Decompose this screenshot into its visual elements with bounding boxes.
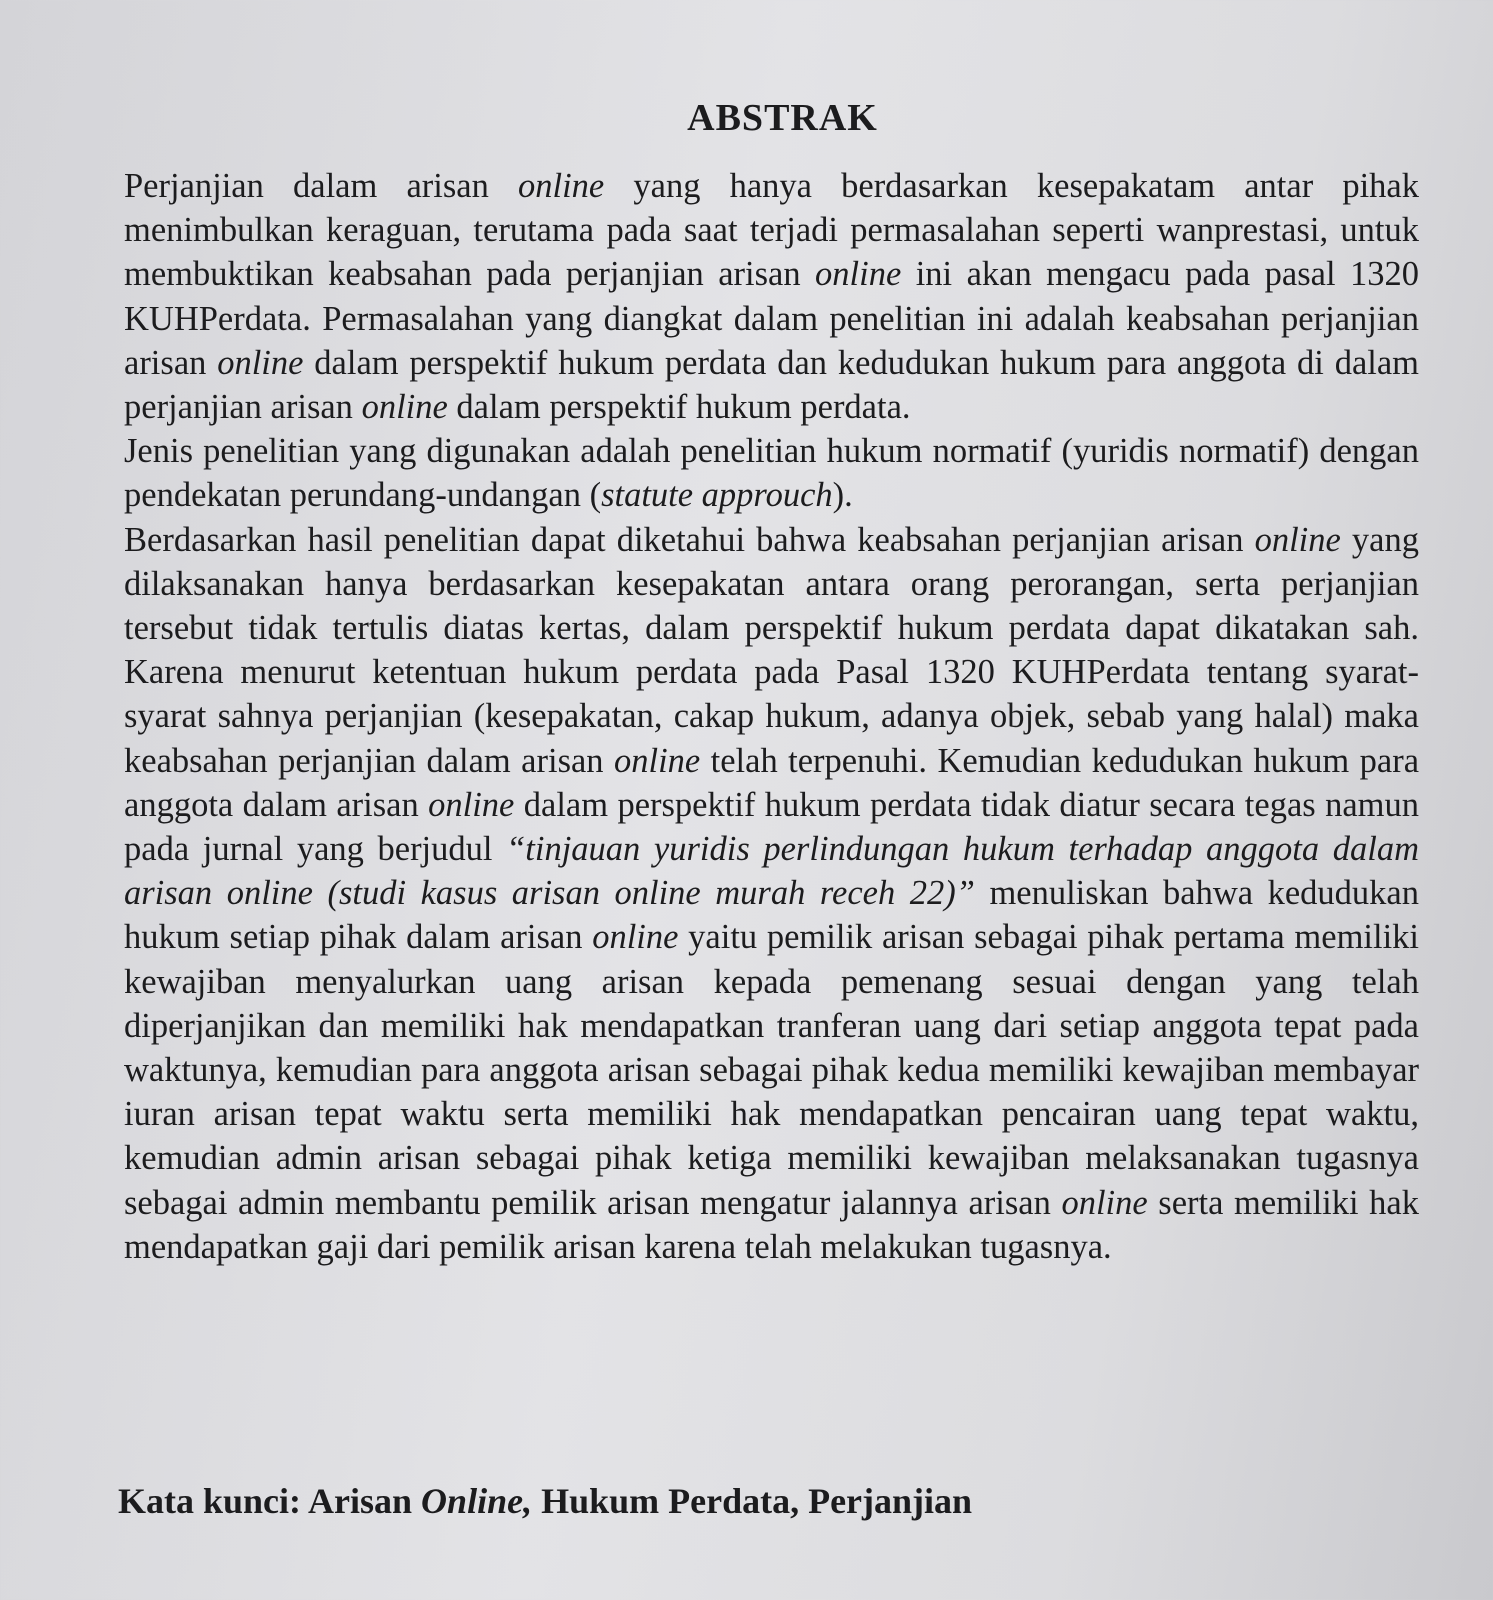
text-run: Jenis penelitian yang digunakan adalah penelitian hukum normatif (yuridis normatif) dengan pendekatan perundang-undangan (	[124, 432, 1419, 515]
text-run: Perjanjian dalam arisan	[124, 167, 518, 205]
italic-run: online	[815, 255, 902, 294]
italic-run: online	[518, 167, 605, 205]
italic-run: online	[592, 918, 679, 957]
italic-run: online	[1254, 520, 1341, 559]
paragraph-2	[124, 429, 1419, 517]
text-run: yaitu pemilik arisan sebagai pihak pertama memiliki kewajiban menyalurkan uang arisan kepada pemenang sesuai dengan yang telah diperjanjikan dan memiliki hak mendapatkan tranferan uang dari setiap anggota tepat pada waktunya, kemudian para anggota arisan sebagai pihak kedua memiliki kewajiban membayar iuran arisan tepat waktu serta memiliki hak mendapatkan pencairan uang tepat waktu, kemudian admin arisan sebagai pihak ketiga memiliki kewajiban melaksanakan tugasnya sebagai admin membantu pemilik arisan mengatur jalannya arisan	[124, 918, 1419, 1222]
text-run: Berdasarkan hasil penelitian dapat diketahui bahwa keabsahan perjanjian arisan	[124, 520, 1255, 559]
italic-run: online	[361, 388, 448, 427]
text-run: dalam perspektif hukum perdata tidak diatur secara tegas namun pada jurnal yang berjudul	[124, 785, 1419, 869]
keywords-label: Kata kunci: Arisan	[118, 1481, 422, 1521]
italic-run: statute approuch	[601, 476, 833, 515]
italic-run: online	[217, 343, 304, 382]
text-run: serta memiliki hak mendapatkan gaji dari pemilik arisan karena telah melakukan tugasnya.	[124, 1183, 1419, 1266]
text-run: ).	[832, 476, 853, 515]
text-run: dalam perspektif hukum perdata.	[447, 388, 911, 427]
abstract-title: ABSTRAK	[687, 97, 878, 139]
keywords-line	[118, 1480, 972, 1522]
text-run: yang hanya berdasarkan kesepakatam antar pihak menimbulkan keraguan, terutama pada saat terjadi permasalahan seperti wanprestasi, untuk membuktikan keabsahan pada perjanjian arisan	[124, 167, 1419, 294]
text-run: telah terpenuhi. Kemudian kedudukan hukum para anggota dalam arisan	[124, 741, 1420, 824]
italic-run: online	[428, 785, 515, 824]
paragraph-1	[124, 164, 1419, 429]
italic-run: “tinjauan yuridis perlindungan hukum terhadap anggota dalam arisan online (studi kasus arisan online murah receh 22)”	[124, 830, 1420, 913]
italic-run: online	[613, 741, 701, 780]
keywords-italic-term: Online,	[421, 1481, 533, 1521]
text-run: dalam perspektif hukum perdata dan kedudukan hukum para anggota di dalam perjanjian arisan	[124, 343, 1419, 427]
abstract-body	[124, 164, 1419, 1269]
paragraph-3	[124, 518, 1419, 1269]
text-run: ini akan mengacu pada pasal 1320 KUHPerdata. Permasalahan yang diangkat dalam penelitian ini adalah keabsahan perjanjian arisan	[124, 255, 1419, 382]
text-run: menuliskan bahwa kedudukan hukum setiap pihak dalam arisan	[124, 874, 1419, 957]
keywords-rest: Hukum Perdata, Perjanjian	[532, 1481, 973, 1521]
italic-run: online	[1061, 1183, 1148, 1222]
text-run: yang dilaksanakan hanya berdasarkan kesepakatan antara orang perorangan, serta perjanjian tersebut tidak tertulis diatas kertas, dalam perspektif hukum perdata dapat dikatakan sah. Karena menurut ketentuan hukum perdata pada Pasal 1320 KUHPerdata tentang syarat-syarat sahnya perjanjian (kesepakatan, cakap hukum, adanya objek, sebab yang halal) maka keabsahan perjanjian dalam arisan	[124, 520, 1419, 780]
